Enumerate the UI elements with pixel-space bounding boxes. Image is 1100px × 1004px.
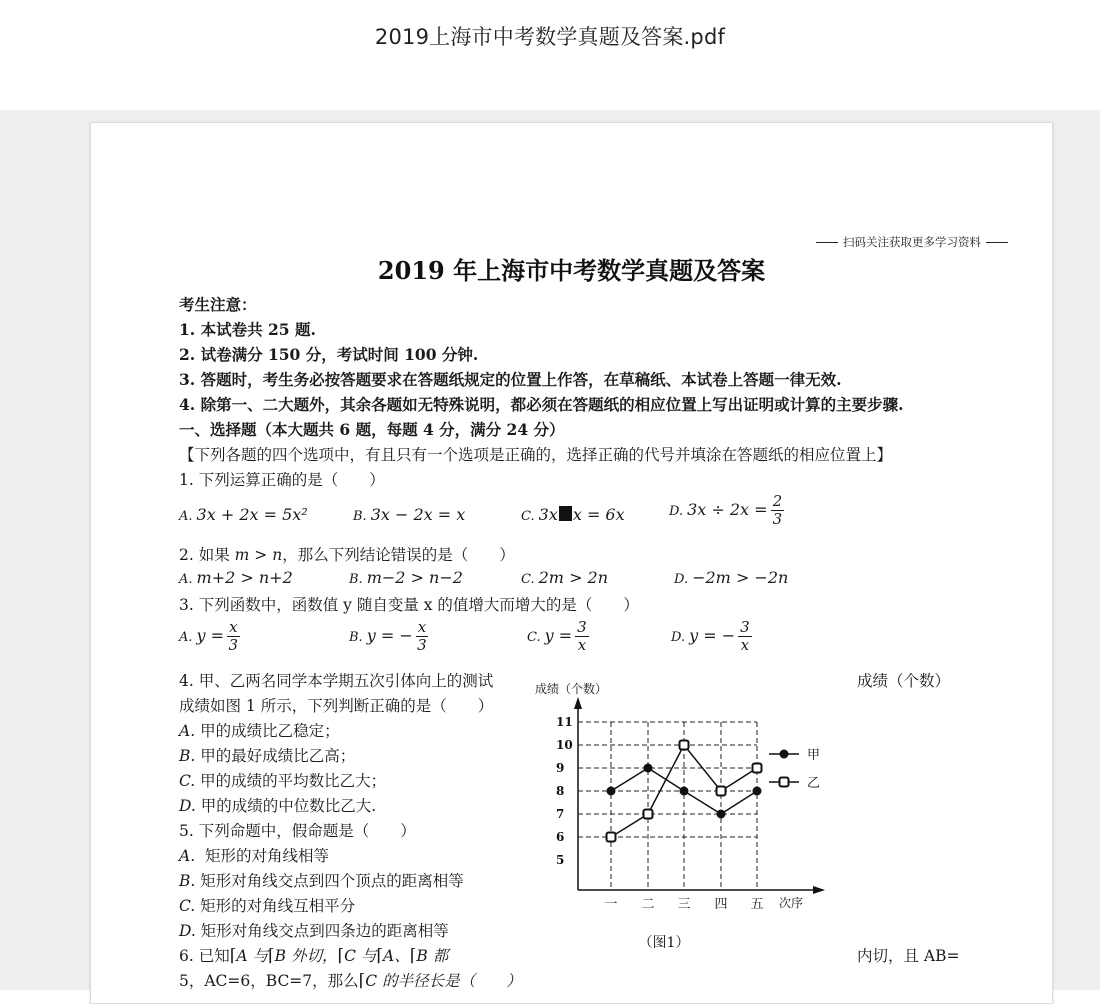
q2-option-b: B. m−2 > n−2 bbox=[349, 568, 463, 587]
q3-option-a: A. y = $\frac{x}{3}$ bbox=[179, 618, 239, 654]
data-point bbox=[680, 741, 689, 750]
notice-item-3: 3. 答题时，考生务必按答题要求在答题纸规定的位置上作答，在草稿纸、本试卷上答题一律无效. bbox=[179, 370, 842, 389]
data-point bbox=[717, 810, 726, 819]
notice-heading: 考生注意： bbox=[179, 295, 257, 314]
figure-1-chart bbox=[531, 679, 841, 954]
q6-line-1: 6. 已知⌈A 与⌈B 外切，⌈C 与⌈A、⌈B 都 bbox=[179, 946, 449, 966]
legend-label: 乙 bbox=[807, 776, 821, 791]
data-point bbox=[753, 787, 762, 796]
x-tick-label: 二 bbox=[641, 897, 655, 912]
q5-option-b: B. 矩形对角线交点到四个顶点的距离相等 bbox=[179, 872, 464, 890]
q1-option-d: D. 3x ÷ 2x = $\frac{2}{3}$ bbox=[669, 492, 783, 528]
q1-option-a: A. 3x + 2x = 5x² bbox=[179, 505, 308, 524]
notice-item-2: 2. 试卷满分 150 分，考试时间 100 分钟. bbox=[179, 345, 479, 364]
x-tick-label: 三 bbox=[677, 897, 691, 912]
y-axis-arrow bbox=[574, 697, 582, 709]
y-tick-label: 10 bbox=[556, 738, 573, 752]
q5-option-d: D. 矩形对角线交点到四条边的距离相等 bbox=[179, 922, 449, 940]
q1-stem: 1. 下列运算正确的是（ ） bbox=[179, 471, 385, 489]
q4-stem-2: 成绩如图 1 所示，下列判断正确的是（ ） bbox=[179, 697, 494, 715]
section-heading: 一、选择题（本大题共 6 题，每题 4 分，满分 24 分） bbox=[179, 420, 565, 439]
q5-option-a: A. 矩形的对角线相等 bbox=[179, 847, 329, 865]
q4-option-d: D. 甲的成绩的中位数比乙大. bbox=[179, 797, 377, 815]
q4-stem-1: 4. 甲、乙两名同学本学期五次引体向上的测试 bbox=[179, 672, 494, 690]
y-tick-label: 11 bbox=[556, 715, 573, 729]
figure-caption: （图1） bbox=[638, 935, 690, 951]
x-tick-label: 一 bbox=[604, 897, 618, 912]
x-axis-label: 次序 bbox=[779, 896, 804, 910]
data-point bbox=[644, 764, 653, 773]
x-axis-arrow bbox=[813, 886, 825, 894]
q4-option-b: B. 甲的最好成绩比乙高； bbox=[179, 747, 356, 765]
q2-option-a: A. m+2 > n+2 bbox=[179, 568, 293, 587]
q4-option-a: A. 甲的成绩比乙稳定； bbox=[179, 722, 340, 740]
data-point bbox=[644, 810, 653, 819]
y-axis-label: 成绩（个数） bbox=[535, 682, 608, 696]
y-tick-label: 7 bbox=[556, 807, 565, 821]
q6-line-1-right: 内切，且 AB= bbox=[857, 947, 960, 965]
q1-option-c: C. 3x x = 6x bbox=[521, 505, 625, 524]
data-point bbox=[607, 833, 616, 842]
q4-stem-right: 成绩（个数） bbox=[857, 672, 951, 690]
q6-line-2: 5，AC=6，BC=7，那么⌈C 的半径长是（ ） bbox=[179, 971, 522, 991]
document-filename: 2019上海市中考数学真题及答案.pdf bbox=[374, 25, 726, 49]
data-point bbox=[717, 787, 726, 796]
data-point bbox=[680, 787, 689, 796]
x-tick-label: 四 bbox=[714, 897, 728, 912]
viewer-header bbox=[0, 0, 1100, 110]
q2-stem: 2. 如果 m > n，那么下列结论错误的是（ ） bbox=[179, 546, 515, 564]
y-tick-label: 9 bbox=[556, 761, 565, 775]
legend-label: 甲 bbox=[807, 748, 821, 763]
y-tick-label: 6 bbox=[556, 830, 565, 844]
watermark: 扫码关注获取更多学习资料 bbox=[811, 234, 1013, 250]
page-title: 2019 年上海市中考数学真题及答案 bbox=[377, 256, 766, 285]
q2-option-d: D. −2m > −2n bbox=[674, 568, 789, 587]
q5-option-c: C. 矩形的对角线互相平分 bbox=[179, 897, 356, 915]
legend-marker bbox=[780, 750, 789, 759]
notice-item-4: 4. 除第一、二大题外，其余各题如无特殊说明，都必须在答题纸的相应位置上写出证明或计算的主要步骤. bbox=[179, 395, 904, 414]
notice-item-1: 1. 本试卷共 25 题. bbox=[179, 320, 316, 339]
q3-option-b: B. y = − $\frac{x}{3}$ bbox=[349, 618, 427, 654]
y-tick-label: 8 bbox=[556, 784, 565, 798]
section-instruction: 【下列各题的四个选项中，有且只有一个选项是正确的，选择正确的代号并填涂在答题纸的相应位置上】 bbox=[179, 446, 893, 464]
q4-option-c: C. 甲的成绩的平均数比乙大； bbox=[179, 772, 387, 790]
q2-option-c: C. 2m > 2n bbox=[521, 568, 609, 587]
pdf-page bbox=[90, 122, 1053, 1004]
q3-option-d: D. y = − $\frac{3}{x}$ bbox=[671, 618, 750, 654]
legend-marker bbox=[780, 778, 789, 787]
data-point bbox=[753, 764, 762, 773]
x-tick-label: 五 bbox=[750, 897, 764, 912]
data-point bbox=[607, 787, 616, 796]
q3-option-c: C. y = $\frac{3}{x}$ bbox=[527, 618, 587, 654]
q1-option-b: B. 3x − 2x = x bbox=[353, 505, 466, 524]
obscured-symbol bbox=[559, 506, 572, 521]
q5-stem: 5. 下列命题中，假命题是（ ） bbox=[179, 822, 416, 840]
q3-stem: 3. 下列函数中，函数值 y 随自变量 x 的值增大而增大的是（ ） bbox=[179, 596, 639, 614]
y-tick-label: 5 bbox=[556, 853, 565, 867]
